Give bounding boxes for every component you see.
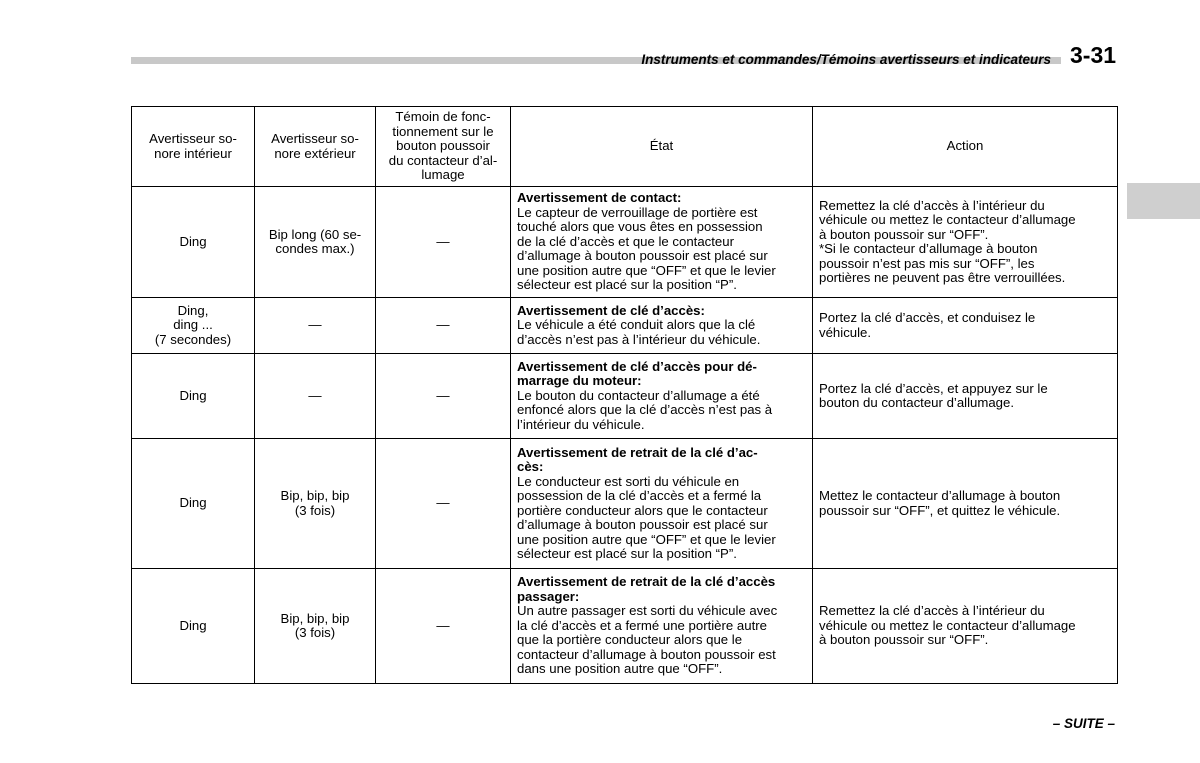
col-interior-sound: Avertisseur so- nore intérieur [132, 107, 255, 187]
etat-text: Le bouton du contacteur d’allumage a été enfoncé alors que la clé d’accès n’est pas à l’intérieur du véhicule. [517, 387, 773, 432]
table-row [132, 298, 1118, 354]
col-etat: État [511, 107, 813, 187]
cell-action: Portez la clé d’accès, et appuyez sur le bouton du contacteur d’allumage. [813, 354, 1118, 439]
etat-title: Avertissement de retrait de la clé d’accès passager: [517, 574, 776, 604]
cell-indicator: — [376, 298, 511, 354]
col-action: Action [813, 107, 1118, 187]
cell-exterior: — [255, 354, 376, 439]
cell-exterior: Bip long (60 se- condes max.) [255, 187, 376, 298]
warning-table [131, 106, 1118, 684]
table-row [132, 569, 1118, 684]
cell-etat [511, 439, 813, 569]
cell-exterior: Bip, bip, bip (3 fois) [255, 439, 376, 569]
col-exterior-sound: Avertisseur so- nore extérieur [255, 107, 376, 187]
etat-text: Un autre passager est sorti du véhicule avec la clé d’accès et a fermé une portière autre que la portière conducteur alors que le contacteur d’allumage à bouton poussoir est dans une position autre que “OFF”. [517, 603, 778, 677]
chapter-tab-marker [1127, 183, 1200, 219]
table-row [132, 354, 1118, 439]
etat-title: Avertissement de clé d’accès: [517, 302, 705, 318]
cell-interior: Ding [132, 354, 255, 439]
etat-text: Le capteur de verrouillage de portière est touché alors que vous êtes en possession de la clé d’accès et que le contacteur d’allumage à bouton poussoir est placé sur une position autre que “OFF” et que le levier sélecteur est placé sur la position “P”. [517, 204, 776, 293]
etat-title: Avertissement de clé d’accès pour dé- marrage du moteur: [517, 358, 757, 389]
etat-title: Avertissement de contact: [517, 190, 682, 206]
cell-exterior: — [255, 298, 376, 354]
cell-etat [511, 298, 813, 354]
cell-action: Remettez la clé d’accès à l’intérieur du véhicule ou mettez le contacteur d’allumage à bouton poussoir sur “OFF”. [813, 569, 1118, 684]
cell-action: Mettez le contacteur d’allumage à bouton poussoir sur “OFF”, et quittez le véhicule. [813, 439, 1118, 569]
page-number: 3-31 [1070, 42, 1117, 68]
cell-indicator: — [376, 354, 511, 439]
etat-text: Le conducteur est sorti du véhicule en possession de la clé d’accès et a fermé la portière conducteur alors que le contacteur d’allumage à bouton poussoir est placé sur une position autre que “OFF” et que le levier sélecteur est placé sur la position “P”. [517, 473, 776, 561]
cell-interior: Ding, ding ... (7 secondes) [132, 298, 255, 354]
cell-indicator: — [376, 187, 511, 298]
table-row [132, 439, 1118, 569]
cell-interior: Ding [132, 439, 255, 569]
etat-title: Avertissement de retrait de la clé d’ac- cès: [517, 444, 758, 474]
cell-action: Remettez la clé d’accès à l’intérieur du véhicule ou mettez le contacteur d’allumage à bouton poussoir sur “OFF”. *Si le contacteur d’allumage à bouton poussoir n’est pas mis sur “OFF”, les portières ne peuvent pas être verrouillées. [813, 187, 1118, 298]
etat-text: Le véhicule a été conduit alors que la clé d’accès n’est pas à l’intérieur du véhicule. [517, 317, 761, 347]
continued-label: – SUITE – [1052, 716, 1115, 731]
cell-action: Portez la clé d’accès, et conduisez le véhicule. [813, 298, 1118, 354]
cell-indicator: — [376, 569, 511, 684]
section-title: Instruments et commandes/Témoins avertisseurs et indicateurs [641, 52, 1051, 67]
cell-indicator: — [376, 439, 511, 569]
table-row [132, 187, 1118, 298]
cell-interior: Ding [132, 187, 255, 298]
cell-etat [511, 569, 813, 684]
cell-interior: Ding [132, 569, 255, 684]
cell-exterior: Bip, bip, bip (3 fois) [255, 569, 376, 684]
table-header-row [132, 107, 1118, 187]
cell-etat [511, 187, 813, 298]
col-indicator-light: Témoin de fonc- tionnement sur le bouton poussoir du contacteur d’al- lumage [376, 107, 511, 187]
cell-etat [511, 354, 813, 439]
